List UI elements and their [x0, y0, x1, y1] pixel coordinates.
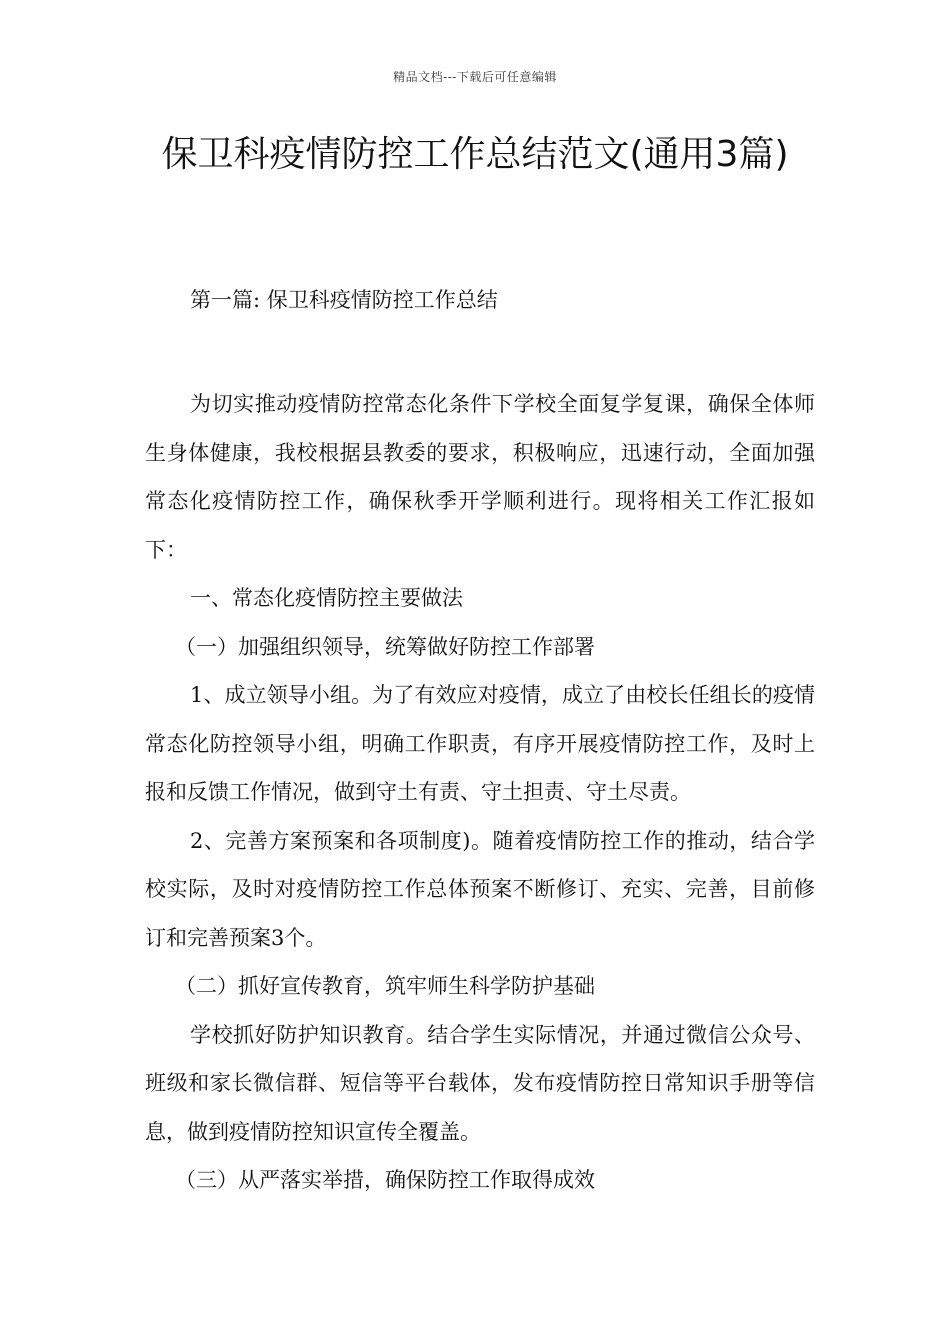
paragraph-subheading-1: （一）加强组织领导，统筹做好防控工作部署	[175, 634, 595, 659]
document-title: 保卫科疫情防控工作总结范文(通用3篇)	[161, 134, 789, 175]
paragraph-intro: 为切实推动疫情防控常态化条件下学校全面复学复课，确保全体师生身体健康，我校根据县教委的要求，积极响应，迅速行动，全面加强常态化疫情防控工作，确保秋季开学顺利进行。现将相关工作汇报如下：	[145, 392, 815, 562]
paragraph-education: 学校抓好防护知识教育。结合学生实际情况，并通过微信公众号、班级和家长微信群、短信等平台载体，发布疫情防控日常知识手册等信息，做到疫情防控知识宣传全覆盖。	[145, 1022, 815, 1144]
paragraph-heading-1: 一、常态化疫情防控主要做法	[190, 586, 463, 610]
section-heading: 第一篇: 保卫科疫情防控工作总结	[190, 288, 498, 312]
paragraph-item-1: 1、成立领导小组。为了有效应对疫情，成立了由校长任组长的疫情常态化防控领导小组，明确工作职责，有序开展疫情防控工作，及时上报和反馈工作情况，做到守土有责、守土担责、守土尽责。	[145, 683, 815, 804]
paragraph-subheading-2: （二）抓好宣传教育，筑牢师生科学防护基础	[175, 974, 595, 998]
paragraph-item-2: 2、完善方案预案和各项制度)。随着疫情防控工作的推动，结合学校实际，及时对疫情防控工作总体预案不断修订、充实、完善，目前修订和完善预案3个。	[145, 828, 815, 950]
header-note: 精品文档---下载后可任意编辑	[393, 70, 557, 84]
document-body	[145, 380, 815, 1205]
paragraph-subheading-3: （三）从严落实举措，确保防控工作取得成效	[175, 1168, 595, 1192]
